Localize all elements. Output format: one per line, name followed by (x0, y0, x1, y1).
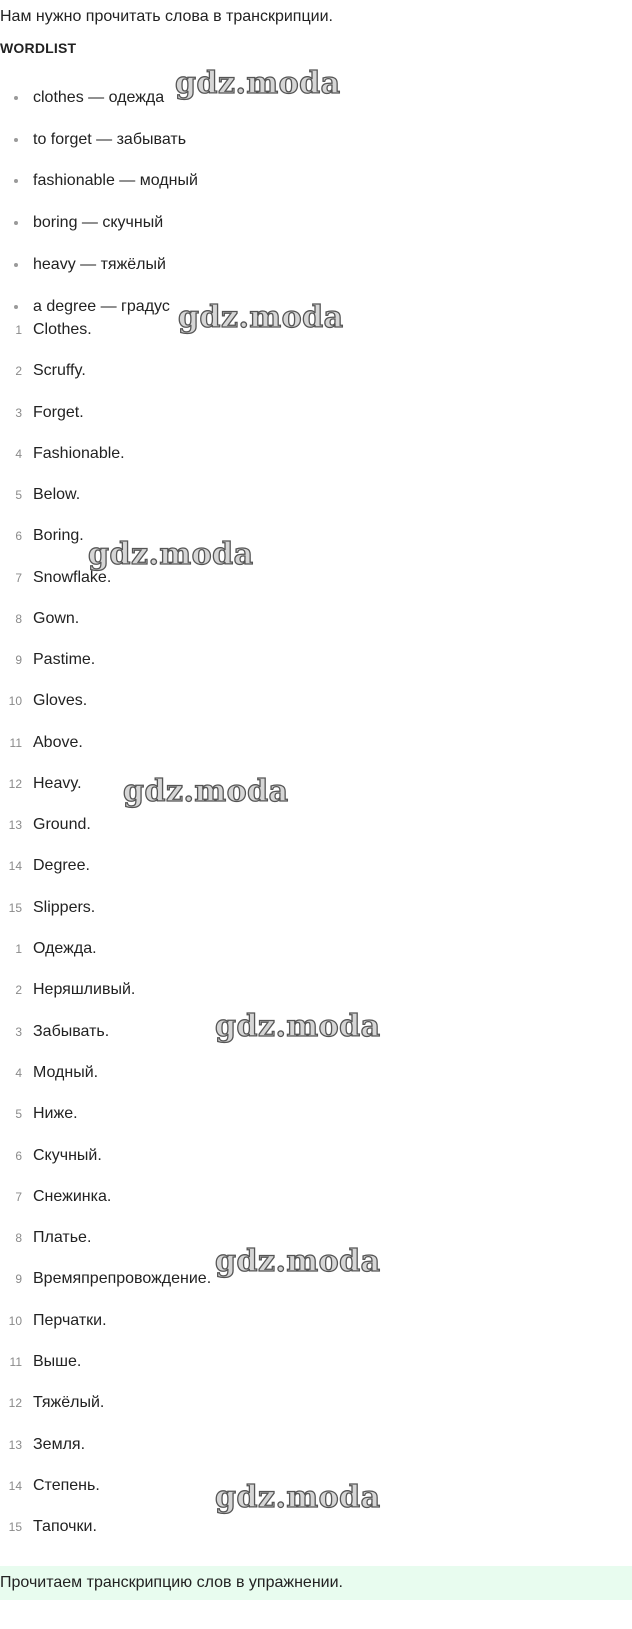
list-number: 13 (8, 818, 22, 832)
list-number: 4 (15, 1065, 22, 1080)
list-number: 3 (15, 1024, 22, 1039)
list-item-text: Неряшливый. (33, 981, 136, 999)
list-item-text: Gown. (33, 609, 80, 627)
watermark: gdz.moda (88, 537, 254, 572)
list-number: 9 (15, 653, 22, 667)
list-number: 11 (9, 735, 22, 750)
list-item-text: Degree. (33, 857, 90, 875)
list-item-text: fashionable — модный (33, 172, 198, 190)
list-item-text: Выше. (33, 1353, 82, 1370)
list-number: 8 (15, 611, 22, 626)
list-item-text: Модный. (33, 1063, 99, 1081)
footer-note: Прочитаем транскрипцию слов в упражнении. (0, 1566, 632, 1600)
list-item-text: Времяпрепровождение. (33, 1270, 212, 1288)
watermark: gdz.moda (215, 1480, 381, 1515)
list-item-text: Fashionable. (33, 444, 125, 462)
list-item-text: Земля. (33, 1435, 86, 1453)
watermark: gdz.moda (215, 1009, 381, 1044)
wordlist-heading: WORDLIST (0, 40, 77, 56)
list-number: 15 (8, 900, 22, 915)
intro-text: Нам нужно прочитать слова в транскрипции. (0, 8, 333, 25)
list-number: 7 (15, 570, 22, 585)
list-number: 11 (9, 1355, 22, 1369)
list-item-text: Snowflake. (33, 568, 112, 586)
bullet-icon (14, 263, 18, 267)
list-item-text: to forget — забывать (33, 130, 187, 148)
watermark: gdz.moda (178, 300, 344, 335)
list-item-text: Скучный. (33, 1146, 102, 1164)
list-item-text: Heavy. (33, 774, 82, 792)
bullet-icon (14, 305, 18, 309)
list-item-text: Scruffy. (33, 362, 86, 380)
watermark: gdz.moda (175, 66, 341, 101)
list-number: 6 (15, 1148, 22, 1163)
list-item-text: Степень. (33, 1476, 100, 1494)
list-item-text: Забывать. (33, 1022, 110, 1040)
list-number: 2 (15, 983, 22, 998)
list-number: 1 (15, 942, 22, 956)
list-item-text: Ground. (33, 816, 91, 833)
list-item-text: Clothes. (33, 321, 92, 338)
list-item-text: Slippers. (33, 898, 96, 916)
list-item-text: Forget. (33, 403, 84, 421)
list-item-text: boring — скучный (33, 214, 164, 232)
list-number: 12 (8, 1396, 22, 1411)
list-item-text: Pastime. (33, 651, 96, 668)
watermark: gdz.moda (215, 1244, 381, 1279)
list-item-text: heavy — тяжёлый (33, 255, 166, 273)
list-number: 9 (15, 1272, 22, 1287)
list-number: 3 (15, 405, 22, 420)
list-item-text: Одежда. (33, 940, 97, 957)
list-number: 8 (15, 1231, 22, 1246)
bullet-icon (14, 179, 18, 183)
bullet-icon (14, 221, 18, 225)
list-item-text: Платье. (33, 1229, 92, 1247)
list-item-text: Gloves. (33, 692, 88, 710)
watermark: gdz.moda (123, 774, 289, 809)
list-number: 15 (8, 1520, 22, 1535)
list-number: 5 (15, 1107, 22, 1122)
list-item-text: Below. (33, 486, 81, 503)
list-item-text: Ниже. (33, 1105, 78, 1123)
list-item-text: a degree — градус (33, 297, 170, 315)
bullet-icon (14, 96, 18, 100)
list-number: 10 (8, 694, 22, 709)
list-number: 1 (15, 323, 22, 337)
list-number: 2 (15, 364, 22, 379)
list-number: 14 (8, 1478, 22, 1493)
list-number: 12 (8, 776, 22, 791)
list-item-text: Перчатки. (33, 1311, 107, 1329)
list-number: 14 (8, 859, 22, 874)
list-number: 7 (15, 1189, 22, 1204)
list-number: 6 (15, 529, 22, 544)
list-number: 13 (8, 1437, 22, 1452)
list-item-text: Снежинка. (33, 1187, 112, 1205)
list-number: 10 (8, 1313, 22, 1328)
list-item-text: clothes — одежда (33, 89, 165, 106)
list-number: 4 (15, 446, 22, 461)
list-item-text: Тапочки. (33, 1518, 97, 1536)
list-item-text: Above. (33, 733, 83, 751)
list-item-text: Тяжёлый. (33, 1394, 105, 1412)
bullet-icon (14, 138, 18, 142)
list-number: 5 (15, 488, 22, 502)
list-item-text: Boring. (33, 527, 84, 545)
